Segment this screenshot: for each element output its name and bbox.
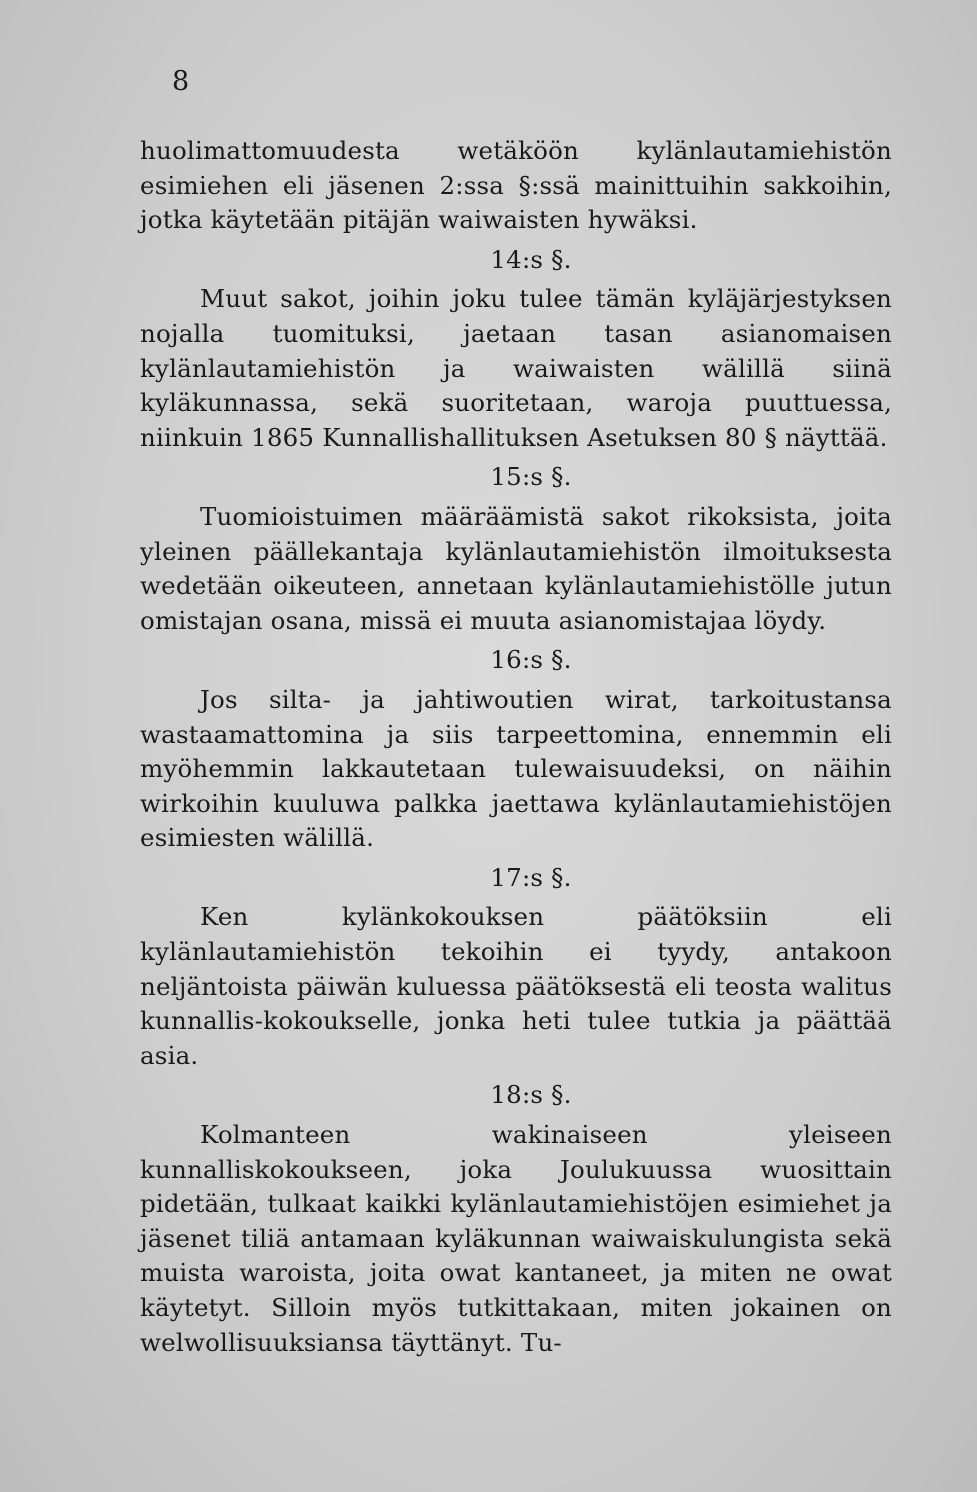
section-heading-17: 17:s §. <box>490 862 572 892</box>
section-heading-16: 16:s §. <box>490 645 572 675</box>
section-text-17: Ken kylänkokouksen päätöksiin eli kylänlautamiehistön tekoihin ei tyydy, antakoon neljäntoista päiwän kuluessa päätöksestä eli teosta walitus kunnallis-kokoukselle, jonka heti tulee tutkia ja päättää asia. <box>140 902 892 1070</box>
section-text-14: Muut sakot, joihin joku tulee tämän kyläjärjestyksen nojalla tuomituksi, jaetaan tasan asianomaisen kylänlautamiehistön ja waiwaisten wälillä siinä kyläkunnassa, sekä suoritetaan, waroja puuttuessa, niinkuin 1865 Kunnallishallituksen Asetuksen 80 § näyttää. <box>140 284 892 452</box>
section-heading-15: 15:s §. <box>490 462 572 492</box>
section-heading-14: 14:s §. <box>490 244 572 274</box>
page-body <box>140 134 892 1360</box>
section-text-16: Jos silta- ja jahtiwoutien wirat, tarkoitustansa wastaamattomina ja siis tarpeettomina, ennemmin eli myöhemmin lakkautetaan tulewaisuudeksi, on näihin wirkoihin kuuluwa palkka jaettawa kylänlautamiehistöjen esimiesten wälillä. <box>140 684 892 853</box>
section-heading-18: 18:s §. <box>490 1080 572 1110</box>
section-text-15: Tuomioistuimen määräämistä sakot rikoksista, joita yleinen päällekantaja kylänlautamiehistön ilmoituksesta wedetään oikeuteen, annetaan kylänlautamiehistölle jutun omistajan osana, missä ei muuta asianomistajaa löydy. <box>140 501 892 635</box>
section-text-18: Kolmanteen wakinaiseen yleiseen kunnalliskokoukseen, joka Joulukuussa wuosittain pidetään, tulkaat kaikki kylänlautamiehistöjen esimiehet ja jäsenet tiliä antamaan kyläkunnan waiwaiskulungista sekä muista waroista, joita owat kantaneet, ja miten ne owat käytetyt. Silloin myös tutkittakaan, miten jokainen on welwollisuuksiansa täyttänyt. Tu- <box>140 1120 892 1357</box>
intro-paragraph: huolimattomuudesta wetäköön kylänlautamiehistön esimiehen eli jäsenen 2:ssa §:ssä mainittuihin sakkoihin, jotka käytetään pitäjän waiwaisten hywäksi. <box>140 136 892 235</box>
page-number: 8 <box>172 66 190 97</box>
